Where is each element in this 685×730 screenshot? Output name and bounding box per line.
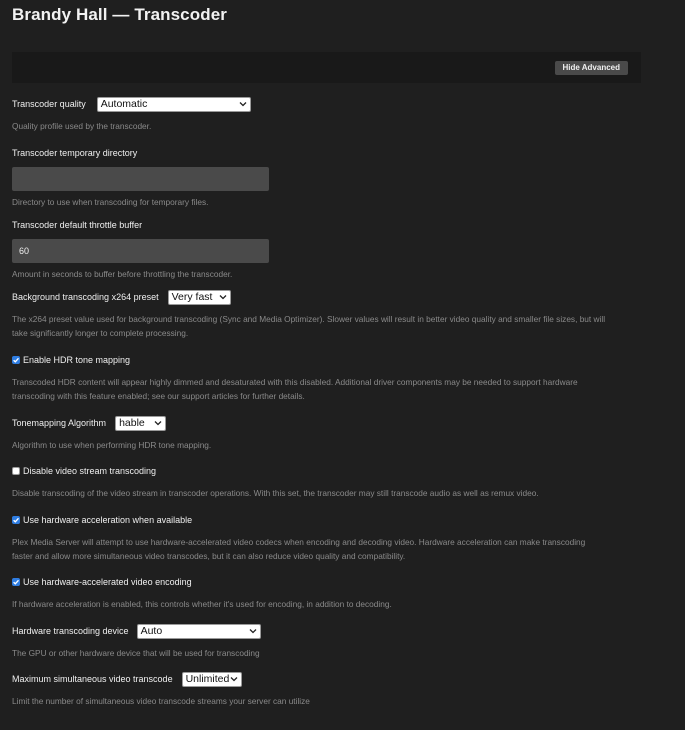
hardware-device-select[interactable] [137,624,261,639]
hardware-encoding-checkbox[interactable] [12,578,20,586]
throttle-buffer-input[interactable]: 60 [12,239,269,263]
hdr-tone-mapping-help-line2: transcoding with this feature enabled; see our support articles for further details. [12,391,305,401]
checkmark-icon [12,356,20,364]
hdr-tone-mapping-label: Enable HDR tone mapping [23,355,131,365]
tonemapping-algorithm-select[interactable] [115,416,166,431]
hardware-device-help: The GPU or other hardware device that will be used for transcoding [12,648,260,658]
hardware-acceleration-label: Use hardware acceleration when available [23,515,193,525]
hardware-device-value: Auto [140,624,163,637]
hdr-tone-mapping-checkbox[interactable] [12,356,20,364]
x264-preset-select[interactable] [168,290,231,305]
checkmark-icon [12,578,20,586]
max-transcodes-label: Maximum simultaneous video transcode [12,674,173,684]
transcoder-quality-label: Transcoder quality [12,99,86,109]
advanced-toggle-bar [12,52,641,83]
hdr-tone-mapping-help-line1: Transcoded HDR content will appear highly dimmed and desaturated with this disabled. Additional driver components may be needed to support hardware [12,377,578,387]
chevron-down-icon [230,676,238,682]
setting-throttle-buffer [12,217,652,281]
max-transcodes-value: Unlimited [185,672,230,685]
setting-hardware-device [12,623,652,660]
setting-temp-directory [12,145,652,209]
temp-directory-label: Transcoder temporary directory [12,148,138,158]
hdr-tone-mapping-help [12,375,652,403]
checkmark-icon [12,516,20,524]
setting-hdr-tone-mapping [12,352,652,403]
setting-disable-video-transcoding [12,463,652,500]
x264-preset-help-line1: The x264 preset value used for background transcoding (Sync and Media Optimizer). Slower values will result in better video quality and smaller file sizes, but will [12,314,606,324]
setting-tonemapping-algorithm [12,415,652,452]
disable-video-transcoding-help: Disable transcoding of the video stream in transcoder operations. With this set, the transcoder may still transcode audio as well as remux video. [12,488,539,498]
transcoder-quality-value: Automatic [100,97,148,110]
hardware-encoding-help: If hardware acceleration is enabled, this controls whether it's used for encoding, in addition to decoding. [12,599,392,609]
hardware-acceleration-help [12,535,652,563]
temp-directory-input[interactable] [12,167,269,191]
max-transcodes-help: Limit the number of simultaneous video transcode streams your server can utilize [12,696,310,706]
throttle-buffer-help: Amount in seconds to buffer before throttling the transcoder. [12,269,233,279]
x264-preset-help [12,312,652,340]
x264-preset-value: Very fast [171,290,213,303]
max-transcodes-select[interactable] [182,672,242,687]
disable-video-transcoding-label: Disable video stream transcoding [23,466,157,476]
hardware-acceleration-checkbox[interactable] [12,516,20,524]
transcoder-quality-help: Quality profile used by the transcoder. [12,121,152,131]
chevron-down-icon [219,294,227,300]
chevron-down-icon [239,101,247,107]
page-title: Brandy Hall — Transcoder [12,5,227,24]
disable-video-transcoding-checkbox[interactable] [12,467,20,475]
chevron-down-icon [154,420,162,426]
setting-hardware-encoding [12,574,652,611]
temp-directory-help: Directory to use when transcoding for temporary files. [12,197,209,207]
setting-max-transcodes [12,671,652,708]
setting-x264-preset [12,289,652,340]
hardware-acceleration-help-line2: faster and allow more simultaneous video transcodes, but it can also reduce video quality and compatibility. [12,551,406,561]
tonemapping-algorithm-value: hable [119,416,145,429]
tonemapping-algorithm-label: Tonemapping Algorithm [12,418,107,428]
x264-preset-help-line2: take significantly longer to complete processing. [12,328,189,338]
transcoder-quality-select[interactable] [97,97,251,112]
hide-advanced-button[interactable]: Hide Advanced [555,61,629,75]
hardware-encoding-label: Use hardware-accelerated video encoding [23,577,192,587]
hardware-acceleration-help-line1: Plex Media Server will attempt to use hardware-accelerated video codecs when encoding and decoding video. Hardware acceleration can make transcoding [12,537,586,547]
setting-transcoder-quality [12,96,652,133]
throttle-buffer-label: Transcoder default throttle buffer [12,220,143,230]
chevron-down-icon [249,628,257,634]
hardware-device-label: Hardware transcoding device [12,626,129,636]
setting-hardware-acceleration [12,512,652,563]
x264-preset-label: Background transcoding x264 preset [12,292,159,302]
tonemapping-algorithm-help: Algorithm to use when performing HDR tone mapping. [12,440,212,450]
